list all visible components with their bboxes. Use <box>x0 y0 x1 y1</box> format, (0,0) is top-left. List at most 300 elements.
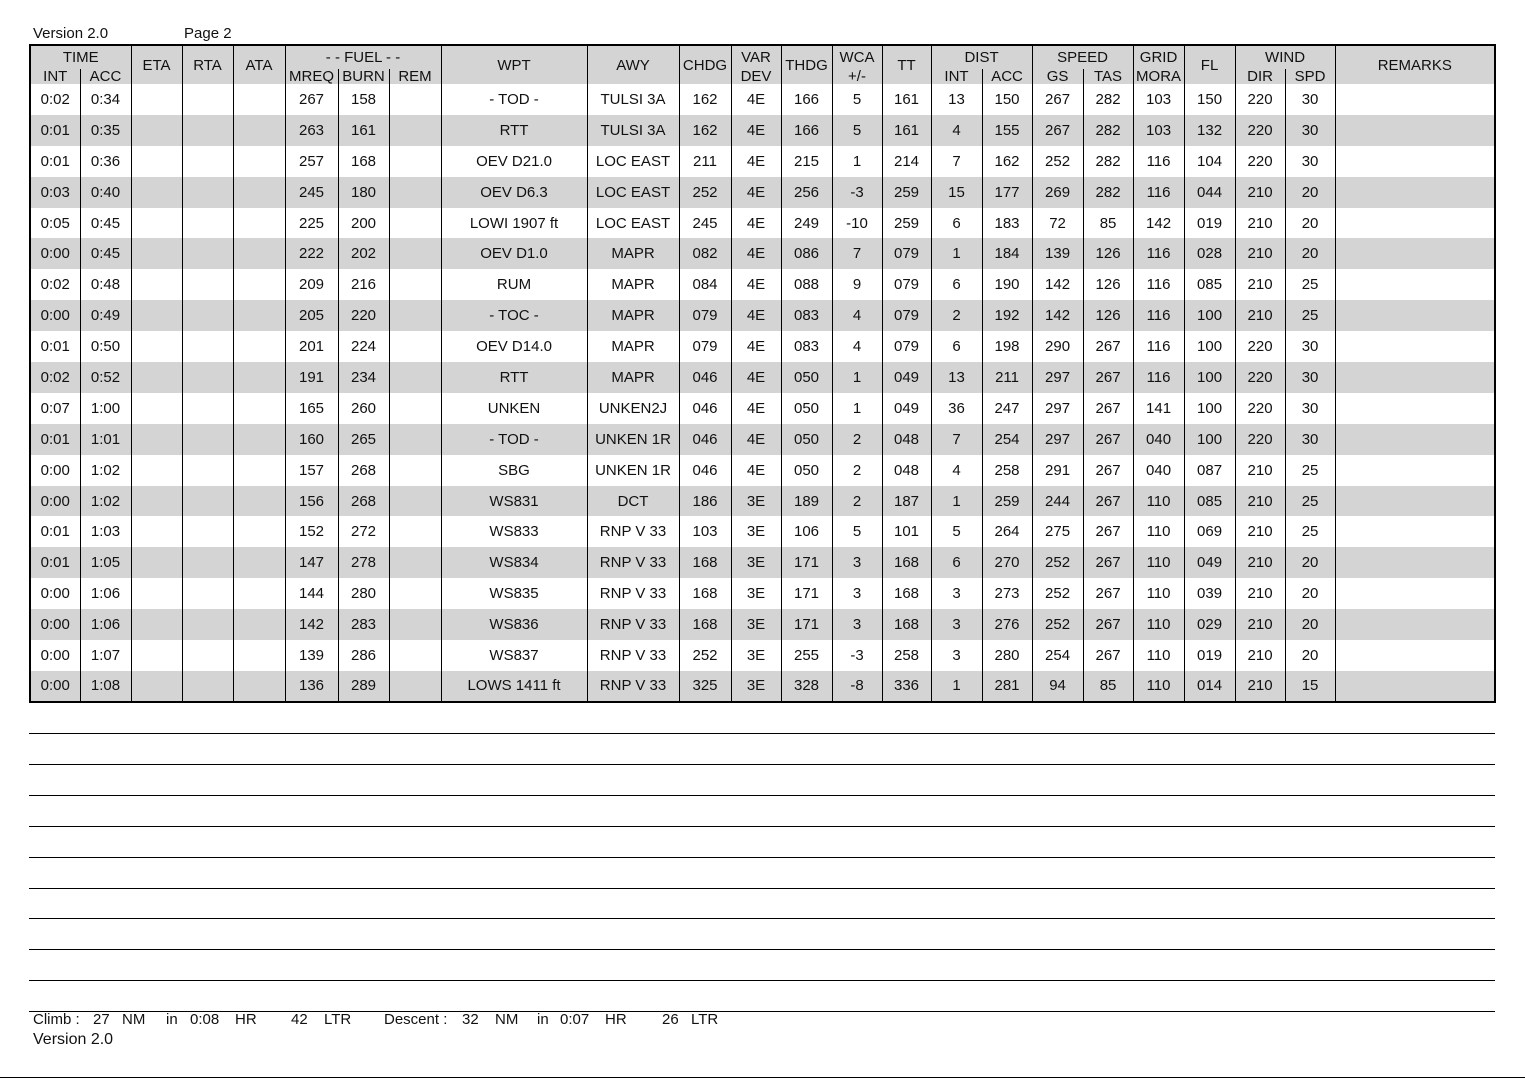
cell-waypoint: WS837 <box>441 640 587 671</box>
cell-wind-spd: 20 <box>1285 238 1335 269</box>
cell-time-int: 0:01 <box>30 424 80 455</box>
cell-dist-int: 36 <box>931 393 982 424</box>
cell-dist-acc: 280 <box>982 640 1032 671</box>
cell-airway: UNKEN 1R <box>587 455 679 486</box>
cell-remarks <box>1335 516 1495 547</box>
cell-dist-acc: 259 <box>982 486 1032 517</box>
cell-fuel-burn: 220 <box>338 300 389 331</box>
cell-speed-tas: 267 <box>1083 362 1133 393</box>
hr-unit: HR <box>605 1011 627 1028</box>
cell-speed-gs: 252 <box>1032 578 1083 609</box>
cell-remarks <box>1335 238 1495 269</box>
cell-wind-spd: 20 <box>1285 578 1335 609</box>
cell-thdg: 215 <box>781 146 832 177</box>
cell-wca: -8 <box>832 671 882 702</box>
col-awy: AWY <box>587 45 679 84</box>
cell-fl: 100 <box>1184 362 1235 393</box>
cell-fuel-burn: 216 <box>338 269 389 300</box>
cell-wind-dir: 220 <box>1235 146 1285 177</box>
col-fuel-burn: BURN <box>338 69 389 84</box>
cell-time-int: 0:00 <box>30 486 80 517</box>
cell-tt: 168 <box>882 609 931 640</box>
cell-grid-mora: 110 <box>1133 547 1184 578</box>
col-var-dev: DEV <box>731 69 781 84</box>
col-grid: GRID <box>1133 45 1184 69</box>
cell-speed-tas: 267 <box>1083 516 1133 547</box>
col-speed-tas: TAS <box>1083 69 1133 84</box>
cell-fuel-mreq: 222 <box>285 238 338 269</box>
cell-speed-tas: 85 <box>1083 208 1133 239</box>
cell-eta <box>131 547 182 578</box>
cell-waypoint: RUM <box>441 269 587 300</box>
cell-grid-mora: 110 <box>1133 640 1184 671</box>
cell-wca: 5 <box>832 84 882 115</box>
cell-waypoint: RTT <box>441 115 587 146</box>
cell-fl: 019 <box>1184 208 1235 239</box>
cell-wind-dir: 210 <box>1235 177 1285 208</box>
cell-airway: LOC EAST <box>587 177 679 208</box>
cell-grid-mora: 110 <box>1133 578 1184 609</box>
cell-ata <box>233 516 285 547</box>
cell-grid-mora: 116 <box>1133 177 1184 208</box>
cell-time-acc: 0:35 <box>80 115 131 146</box>
cell-speed-tas: 282 <box>1083 146 1133 177</box>
cell-thdg: 166 <box>781 115 832 146</box>
cell-time-acc: 1:08 <box>80 671 131 702</box>
cell-thdg: 328 <box>781 671 832 702</box>
cell-chdg: 168 <box>679 547 731 578</box>
cell-speed-tas: 282 <box>1083 115 1133 146</box>
cell-speed-gs: 252 <box>1032 609 1083 640</box>
cell-wind-spd: 30 <box>1285 393 1335 424</box>
cell-thdg: 255 <box>781 640 832 671</box>
cell-fuel-mreq: 263 <box>285 115 338 146</box>
cell-wca: 3 <box>832 578 882 609</box>
cell-dist-acc: 270 <box>982 547 1032 578</box>
col-wind-spd: SPD <box>1285 69 1335 84</box>
cell-waypoint: RTT <box>441 362 587 393</box>
cell-fuel-rem <box>389 208 441 239</box>
cell-speed-gs: 252 <box>1032 547 1083 578</box>
cell-var-dev: 4E <box>731 177 781 208</box>
cell-time-int: 0:05 <box>30 208 80 239</box>
note-line <box>29 826 1495 827</box>
table-row <box>30 331 1495 362</box>
note-line <box>29 795 1495 796</box>
cell-eta <box>131 578 182 609</box>
cell-var-dev: 4E <box>731 238 781 269</box>
cell-wind-spd: 20 <box>1285 208 1335 239</box>
cell-grid-mora: 110 <box>1133 609 1184 640</box>
cell-time-acc: 1:00 <box>80 393 131 424</box>
cell-grid-mora: 110 <box>1133 486 1184 517</box>
cell-fuel-burn: 286 <box>338 640 389 671</box>
cell-fuel-mreq: 147 <box>285 547 338 578</box>
cell-dist-acc: 258 <box>982 455 1032 486</box>
cell-tt: 049 <box>882 393 931 424</box>
cell-wind-spd: 30 <box>1285 424 1335 455</box>
cell-fuel-burn: 168 <box>338 146 389 177</box>
table-row <box>30 393 1495 424</box>
cell-fuel-burn: 289 <box>338 671 389 702</box>
cell-remarks <box>1335 300 1495 331</box>
page-number: Page 2 <box>184 25 232 42</box>
cell-fuel-mreq: 160 <box>285 424 338 455</box>
cell-dist-int: 13 <box>931 84 982 115</box>
cell-fl: 104 <box>1184 146 1235 177</box>
cell-time-int: 0:02 <box>30 362 80 393</box>
cell-wind-spd: 15 <box>1285 671 1335 702</box>
cell-wind-spd: 30 <box>1285 115 1335 146</box>
cell-fl: 132 <box>1184 115 1235 146</box>
cell-chdg: 168 <box>679 578 731 609</box>
cell-speed-gs: 94 <box>1032 671 1083 702</box>
cell-waypoint: LOWS 1411 ft <box>441 671 587 702</box>
cell-ata <box>233 269 285 300</box>
cell-wca: -3 <box>832 177 882 208</box>
cell-time-acc: 0:45 <box>80 208 131 239</box>
cell-waypoint: UNKEN <box>441 393 587 424</box>
cell-waypoint: LOWI 1907 ft <box>441 208 587 239</box>
table-row <box>30 547 1495 578</box>
cell-fl: 150 <box>1184 84 1235 115</box>
cell-fuel-rem <box>389 455 441 486</box>
cell-fuel-rem <box>389 177 441 208</box>
cell-time-acc: 0:40 <box>80 177 131 208</box>
cell-airway: MAPR <box>587 331 679 362</box>
cell-var-dev: 4E <box>731 331 781 362</box>
cell-chdg: 211 <box>679 146 731 177</box>
table-row <box>30 486 1495 517</box>
cell-ata <box>233 547 285 578</box>
cell-fuel-burn: 268 <box>338 455 389 486</box>
cell-dist-int: 7 <box>931 146 982 177</box>
cell-var-dev: 4E <box>731 393 781 424</box>
cell-eta <box>131 84 182 115</box>
cell-eta <box>131 238 182 269</box>
cell-waypoint: OEV D6.3 <box>441 177 587 208</box>
cell-remarks <box>1335 208 1495 239</box>
cell-fuel-rem <box>389 516 441 547</box>
cell-fuel-mreq: 165 <box>285 393 338 424</box>
cell-fuel-burn: 265 <box>338 424 389 455</box>
cell-wind-dir: 210 <box>1235 208 1285 239</box>
cell-speed-gs: 142 <box>1032 269 1083 300</box>
cell-ata <box>233 238 285 269</box>
note-line <box>29 857 1495 858</box>
climb-time: 0:08 <box>190 1011 220 1028</box>
cell-tt: 079 <box>882 269 931 300</box>
cell-wind-spd: 25 <box>1285 300 1335 331</box>
cell-speed-tas: 126 <box>1083 269 1133 300</box>
cell-thdg: 171 <box>781 578 832 609</box>
descent-distance: 32 <box>462 1011 479 1028</box>
cell-chdg: 046 <box>679 393 731 424</box>
cell-fuel-rem <box>389 84 441 115</box>
cell-tt: 048 <box>882 424 931 455</box>
cell-chdg: 046 <box>679 455 731 486</box>
cell-tt: 049 <box>882 362 931 393</box>
cell-remarks <box>1335 146 1495 177</box>
cell-fuel-mreq: 156 <box>285 486 338 517</box>
cell-wind-dir: 220 <box>1235 84 1285 115</box>
cell-chdg: 046 <box>679 424 731 455</box>
cell-remarks <box>1335 115 1495 146</box>
cell-speed-gs: 254 <box>1032 640 1083 671</box>
cell-speed-tas: 267 <box>1083 578 1133 609</box>
cell-wind-spd: 30 <box>1285 331 1335 362</box>
cell-wind-spd: 25 <box>1285 516 1335 547</box>
cell-chdg: 079 <box>679 331 731 362</box>
climb-distance: 27 <box>93 1011 110 1028</box>
cell-speed-gs: 267 <box>1032 115 1083 146</box>
cell-ata <box>233 146 285 177</box>
cell-wind-spd: 20 <box>1285 547 1335 578</box>
cell-remarks <box>1335 177 1495 208</box>
cell-remarks <box>1335 393 1495 424</box>
cell-grid-mora: 116 <box>1133 269 1184 300</box>
cell-dist-acc: 183 <box>982 208 1032 239</box>
cell-speed-gs: 267 <box>1032 84 1083 115</box>
cell-var-dev: 4E <box>731 146 781 177</box>
cell-rta <box>182 146 233 177</box>
cell-wind-dir: 210 <box>1235 609 1285 640</box>
cell-eta <box>131 640 182 671</box>
table-row <box>30 671 1495 702</box>
header-row-top <box>30 45 1495 69</box>
table-row <box>30 84 1495 115</box>
col-thdg: THDG <box>781 45 832 84</box>
cell-airway: UNKEN2J <box>587 393 679 424</box>
note-line <box>29 733 1495 734</box>
cell-wind-dir: 210 <box>1235 455 1285 486</box>
cell-fuel-burn: 202 <box>338 238 389 269</box>
cell-fuel-mreq: 142 <box>285 609 338 640</box>
cell-wind-spd: 30 <box>1285 362 1335 393</box>
cell-speed-gs: 252 <box>1032 146 1083 177</box>
cell-dist-int: 6 <box>931 547 982 578</box>
cell-speed-tas: 267 <box>1083 547 1133 578</box>
cell-time-acc: 0:34 <box>80 84 131 115</box>
cell-waypoint: WS834 <box>441 547 587 578</box>
cell-wca: -10 <box>832 208 882 239</box>
cell-dist-int: 4 <box>931 455 982 486</box>
cell-tt: 214 <box>882 146 931 177</box>
in-label: in <box>166 1011 178 1028</box>
cell-wind-dir: 220 <box>1235 362 1285 393</box>
cell-speed-tas: 267 <box>1083 486 1133 517</box>
cell-fuel-rem <box>389 424 441 455</box>
cell-rta <box>182 671 233 702</box>
cell-time-acc: 1:01 <box>80 424 131 455</box>
cell-thdg: 050 <box>781 424 832 455</box>
table-row <box>30 177 1495 208</box>
cell-ata <box>233 393 285 424</box>
cell-speed-tas: 267 <box>1083 609 1133 640</box>
cell-chdg: 103 <box>679 516 731 547</box>
cell-thdg: 171 <box>781 547 832 578</box>
cell-var-dev: 4E <box>731 269 781 300</box>
cell-fuel-mreq: 157 <box>285 455 338 486</box>
cell-grid-mora: 040 <box>1133 424 1184 455</box>
cell-ata <box>233 177 285 208</box>
col-dist: DIST <box>931 45 1032 69</box>
cell-fuel-burn: 272 <box>338 516 389 547</box>
in-label: in <box>537 1011 549 1028</box>
cell-thdg: 171 <box>781 609 832 640</box>
cell-airway: RNP V 33 <box>587 671 679 702</box>
cell-wind-spd: 25 <box>1285 269 1335 300</box>
cell-fuel-rem <box>389 238 441 269</box>
cell-fuel-burn: 278 <box>338 547 389 578</box>
cell-rta <box>182 424 233 455</box>
cell-wind-dir: 210 <box>1235 269 1285 300</box>
cell-time-int: 0:07 <box>30 393 80 424</box>
cell-remarks <box>1335 269 1495 300</box>
cell-ata <box>233 455 285 486</box>
cell-chdg: 186 <box>679 486 731 517</box>
cell-tt: 161 <box>882 115 931 146</box>
cell-tt: 168 <box>882 578 931 609</box>
col-time: TIME <box>30 45 131 69</box>
cell-tt: 187 <box>882 486 931 517</box>
cell-speed-tas: 126 <box>1083 300 1133 331</box>
cell-thdg: 050 <box>781 393 832 424</box>
cell-dist-acc: 155 <box>982 115 1032 146</box>
cell-airway: RNP V 33 <box>587 578 679 609</box>
cell-fl: 085 <box>1184 269 1235 300</box>
cell-wca: 2 <box>832 486 882 517</box>
cell-waypoint: SBG <box>441 455 587 486</box>
cell-airway: DCT <box>587 486 679 517</box>
cell-remarks <box>1335 547 1495 578</box>
cell-rta <box>182 362 233 393</box>
descent-fuel: 26 <box>662 1011 679 1028</box>
cell-speed-tas: 267 <box>1083 455 1133 486</box>
cell-remarks <box>1335 331 1495 362</box>
ltr-unit: LTR <box>324 1011 352 1028</box>
cell-airway: UNKEN 1R <box>587 424 679 455</box>
cell-speed-gs: 297 <box>1032 424 1083 455</box>
cell-time-int: 0:01 <box>30 516 80 547</box>
cell-remarks <box>1335 455 1495 486</box>
cell-airway: MAPR <box>587 300 679 331</box>
cell-grid-mora: 103 <box>1133 84 1184 115</box>
cell-rta <box>182 516 233 547</box>
cell-ata <box>233 300 285 331</box>
col-fuel-rem: REM <box>389 69 441 84</box>
cell-dist-int: 1 <box>931 238 982 269</box>
cell-var-dev: 3E <box>731 609 781 640</box>
cell-dist-int: 15 <box>931 177 982 208</box>
cell-var-dev: 4E <box>731 84 781 115</box>
cell-wind-spd: 30 <box>1285 146 1335 177</box>
cell-dist-acc: 192 <box>982 300 1032 331</box>
cell-waypoint: - TOD - <box>441 84 587 115</box>
cell-waypoint: WS833 <box>441 516 587 547</box>
cell-time-int: 0:01 <box>30 115 80 146</box>
cell-rta <box>182 208 233 239</box>
cell-dist-int: 5 <box>931 516 982 547</box>
cell-dist-acc: 177 <box>982 177 1032 208</box>
cell-fl: 039 <box>1184 578 1235 609</box>
cell-chdg: 162 <box>679 84 731 115</box>
cell-wind-spd: 20 <box>1285 640 1335 671</box>
cell-wind-spd: 25 <box>1285 486 1335 517</box>
cell-fuel-rem <box>389 362 441 393</box>
cell-fuel-rem <box>389 578 441 609</box>
note-line <box>29 764 1495 765</box>
cell-chdg: 325 <box>679 671 731 702</box>
cell-tt: 079 <box>882 238 931 269</box>
cell-remarks <box>1335 640 1495 671</box>
cell-var-dev: 4E <box>731 455 781 486</box>
cell-time-int: 0:00 <box>30 238 80 269</box>
cell-dist-acc: 276 <box>982 609 1032 640</box>
cell-dist-acc: 254 <box>982 424 1032 455</box>
cell-waypoint: - TOC - <box>441 300 587 331</box>
col-grid-mora: MORA <box>1133 69 1184 84</box>
cell-fl: 100 <box>1184 331 1235 362</box>
cell-eta <box>131 146 182 177</box>
cell-speed-gs: 275 <box>1032 516 1083 547</box>
cell-dist-acc: 198 <box>982 331 1032 362</box>
cell-fuel-mreq: 209 <box>285 269 338 300</box>
table-row <box>30 362 1495 393</box>
cell-var-dev: 4E <box>731 208 781 239</box>
cell-thdg: 249 <box>781 208 832 239</box>
cell-fuel-burn: 180 <box>338 177 389 208</box>
table-row <box>30 578 1495 609</box>
cell-tt: 101 <box>882 516 931 547</box>
cell-fuel-rem <box>389 300 441 331</box>
footer-version: Version 2.0 <box>33 1031 114 1048</box>
cell-eta <box>131 362 182 393</box>
cell-time-acc: 0:50 <box>80 331 131 362</box>
cell-grid-mora: 110 <box>1133 671 1184 702</box>
note-line <box>29 918 1495 919</box>
navigation-log-table <box>29 44 1496 703</box>
cell-dist-int: 3 <box>931 640 982 671</box>
cell-time-int: 0:03 <box>30 177 80 208</box>
cell-wind-dir: 210 <box>1235 238 1285 269</box>
cell-eta <box>131 300 182 331</box>
cell-eta <box>131 455 182 486</box>
cell-wca: 5 <box>832 516 882 547</box>
cell-waypoint: WS835 <box>441 578 587 609</box>
cell-grid-mora: 103 <box>1133 115 1184 146</box>
cell-fl: 029 <box>1184 609 1235 640</box>
cell-time-acc: 1:02 <box>80 486 131 517</box>
col-fuel: - - FUEL - - <box>285 45 441 69</box>
cell-ata <box>233 486 285 517</box>
table-row <box>30 424 1495 455</box>
cell-dist-int: 1 <box>931 486 982 517</box>
cell-fl: 087 <box>1184 455 1235 486</box>
cell-time-int: 0:01 <box>30 146 80 177</box>
cell-rta <box>182 238 233 269</box>
cell-dist-int: 3 <box>931 609 982 640</box>
cell-waypoint: - TOD - <box>441 424 587 455</box>
page-bottom-rule <box>0 1077 1525 1078</box>
col-wind: WIND <box>1235 45 1335 69</box>
cell-chdg: 245 <box>679 208 731 239</box>
cell-remarks <box>1335 578 1495 609</box>
cell-eta <box>131 393 182 424</box>
cell-ata <box>233 115 285 146</box>
table-row <box>30 455 1495 486</box>
table-row <box>30 238 1495 269</box>
